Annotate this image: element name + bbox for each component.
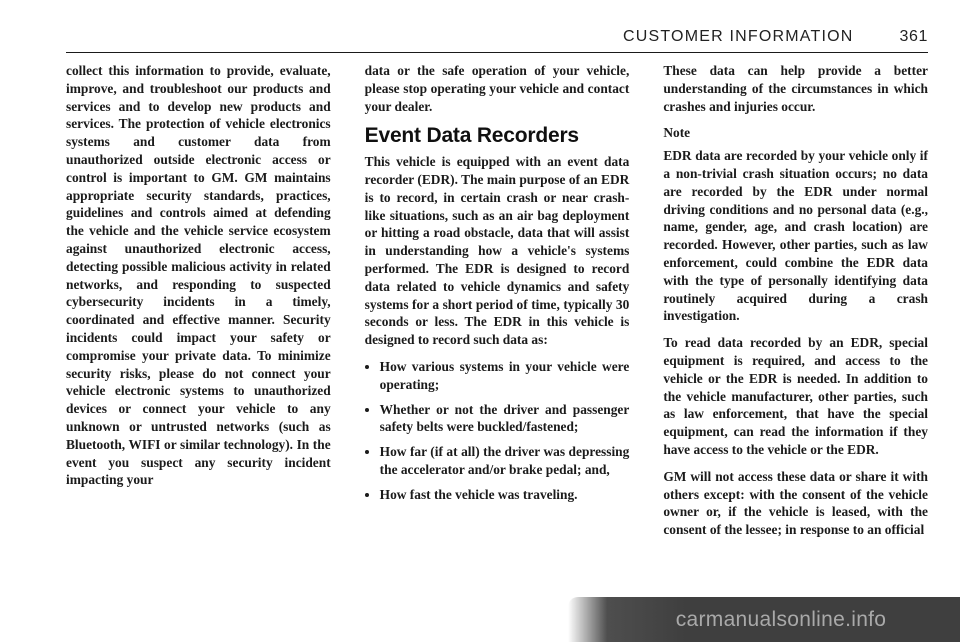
- bullet-icon: [365, 493, 369, 497]
- bullet-text: How far (if at all) the driver was depressing the accelerator and/or brake pedal; and,: [379, 444, 630, 477]
- paragraph: collect this information to provide, evaluate, improve, and troubleshoot our products and services and to develop new products and services. The protection of vehicle electronics systems and customer data from unauthorized outside electronic access or control is important to GM. GM maintains appropriate security standards, practices, guidelines and controls aimed at defending the vehicle and the vehicle service ecosystem against unauthorized electronic access, detecting possible malicious activity in related networks, and responding to suspected cybersecurity incidents in a timely, coordinated and effective manner. Security incidents could impact your safety or compromise your private data. To minimize security risks, please do not connect your vehicle electronic systems to unauthorized devices or connect your vehicle to any unknown or untrusted networks (such as Bluetooth, WIFI or similar technology). In the event you suspect any security incident impacting your: [66, 63, 331, 488]
- list-item: [365, 443, 630, 479]
- paragraph: These data can help provide a better understanding of the circumstances in which crashes and injuries occur.: [663, 63, 928, 114]
- bullet-list: [365, 358, 630, 504]
- bullet-text: Whether or not the driver and passenger safety belts were buckled/fastened;: [379, 401, 630, 435]
- bullet-icon: [365, 365, 369, 369]
- note-heading: Note: [663, 125, 691, 141]
- watermark: [568, 597, 960, 642]
- section-heading: Event Data Recorders: [364, 124, 579, 148]
- bullet-text: How various systems in your vehicle were operating;: [379, 358, 630, 392]
- bullet-icon: [365, 450, 369, 454]
- column-3: [663, 62, 928, 548]
- list-item: [365, 358, 630, 394]
- paragraph: GM will not access these data or share it with others except: with the consent of the vehicle owner or, if the vehicle is leased, with the consent of the lessee; in response to an official: [663, 468, 928, 538]
- column-2: [365, 62, 630, 548]
- paragraph: To read data recorded by an EDR, special equipment is required, and access to the vehicle or the EDR is needed. In addition to the vehicle manufacturer, other parties, such as law enforcement, that have the special equipment, can read the information if they have access to the vehicle or the EDR.: [663, 335, 928, 457]
- content-columns: [66, 62, 928, 548]
- column-1: [66, 62, 331, 548]
- bullet-icon: [365, 408, 369, 412]
- bullet-text: How fast the vehicle was traveling.: [379, 486, 578, 502]
- paragraph: data or the safe operation of your vehicle, please stop operating your vehicle and contact your dealer.: [364, 63, 630, 114]
- list-item: [365, 401, 630, 437]
- paragraph: EDR data are recorded by your vehicle only if a non-trivial crash situation occurs; no data are recorded by the EDR under normal driving conditions and no personal data (e.g., name, gender, age, and crash location) are recorded. However, other parties, such as law enforcement, could combine the EDR data with the type of personally identifying data routinely acquired during a crash investigation.: [663, 148, 928, 324]
- page-header: [66, 28, 928, 53]
- paragraph: This vehicle is equipped with an event data recorder (EDR). The main purpose of an EDR is to record, in certain crash or near crash-like situations, such as an air bag deployment or hitting a road obstacle, data that will assist in understanding how a vehicle's systems performed. The EDR is designed to record data related to vehicle dynamics and safety systems for a short period of time, typically 30 seconds or less. The EDR in this vehicle is designed to record such data as:: [364, 154, 630, 348]
- list-item: [365, 486, 630, 504]
- watermark-text: carmanualsonline.info: [675, 607, 887, 631]
- header-title: CUSTOMER INFORMATION: [622, 28, 854, 45]
- page-number: 361: [899, 28, 928, 45]
